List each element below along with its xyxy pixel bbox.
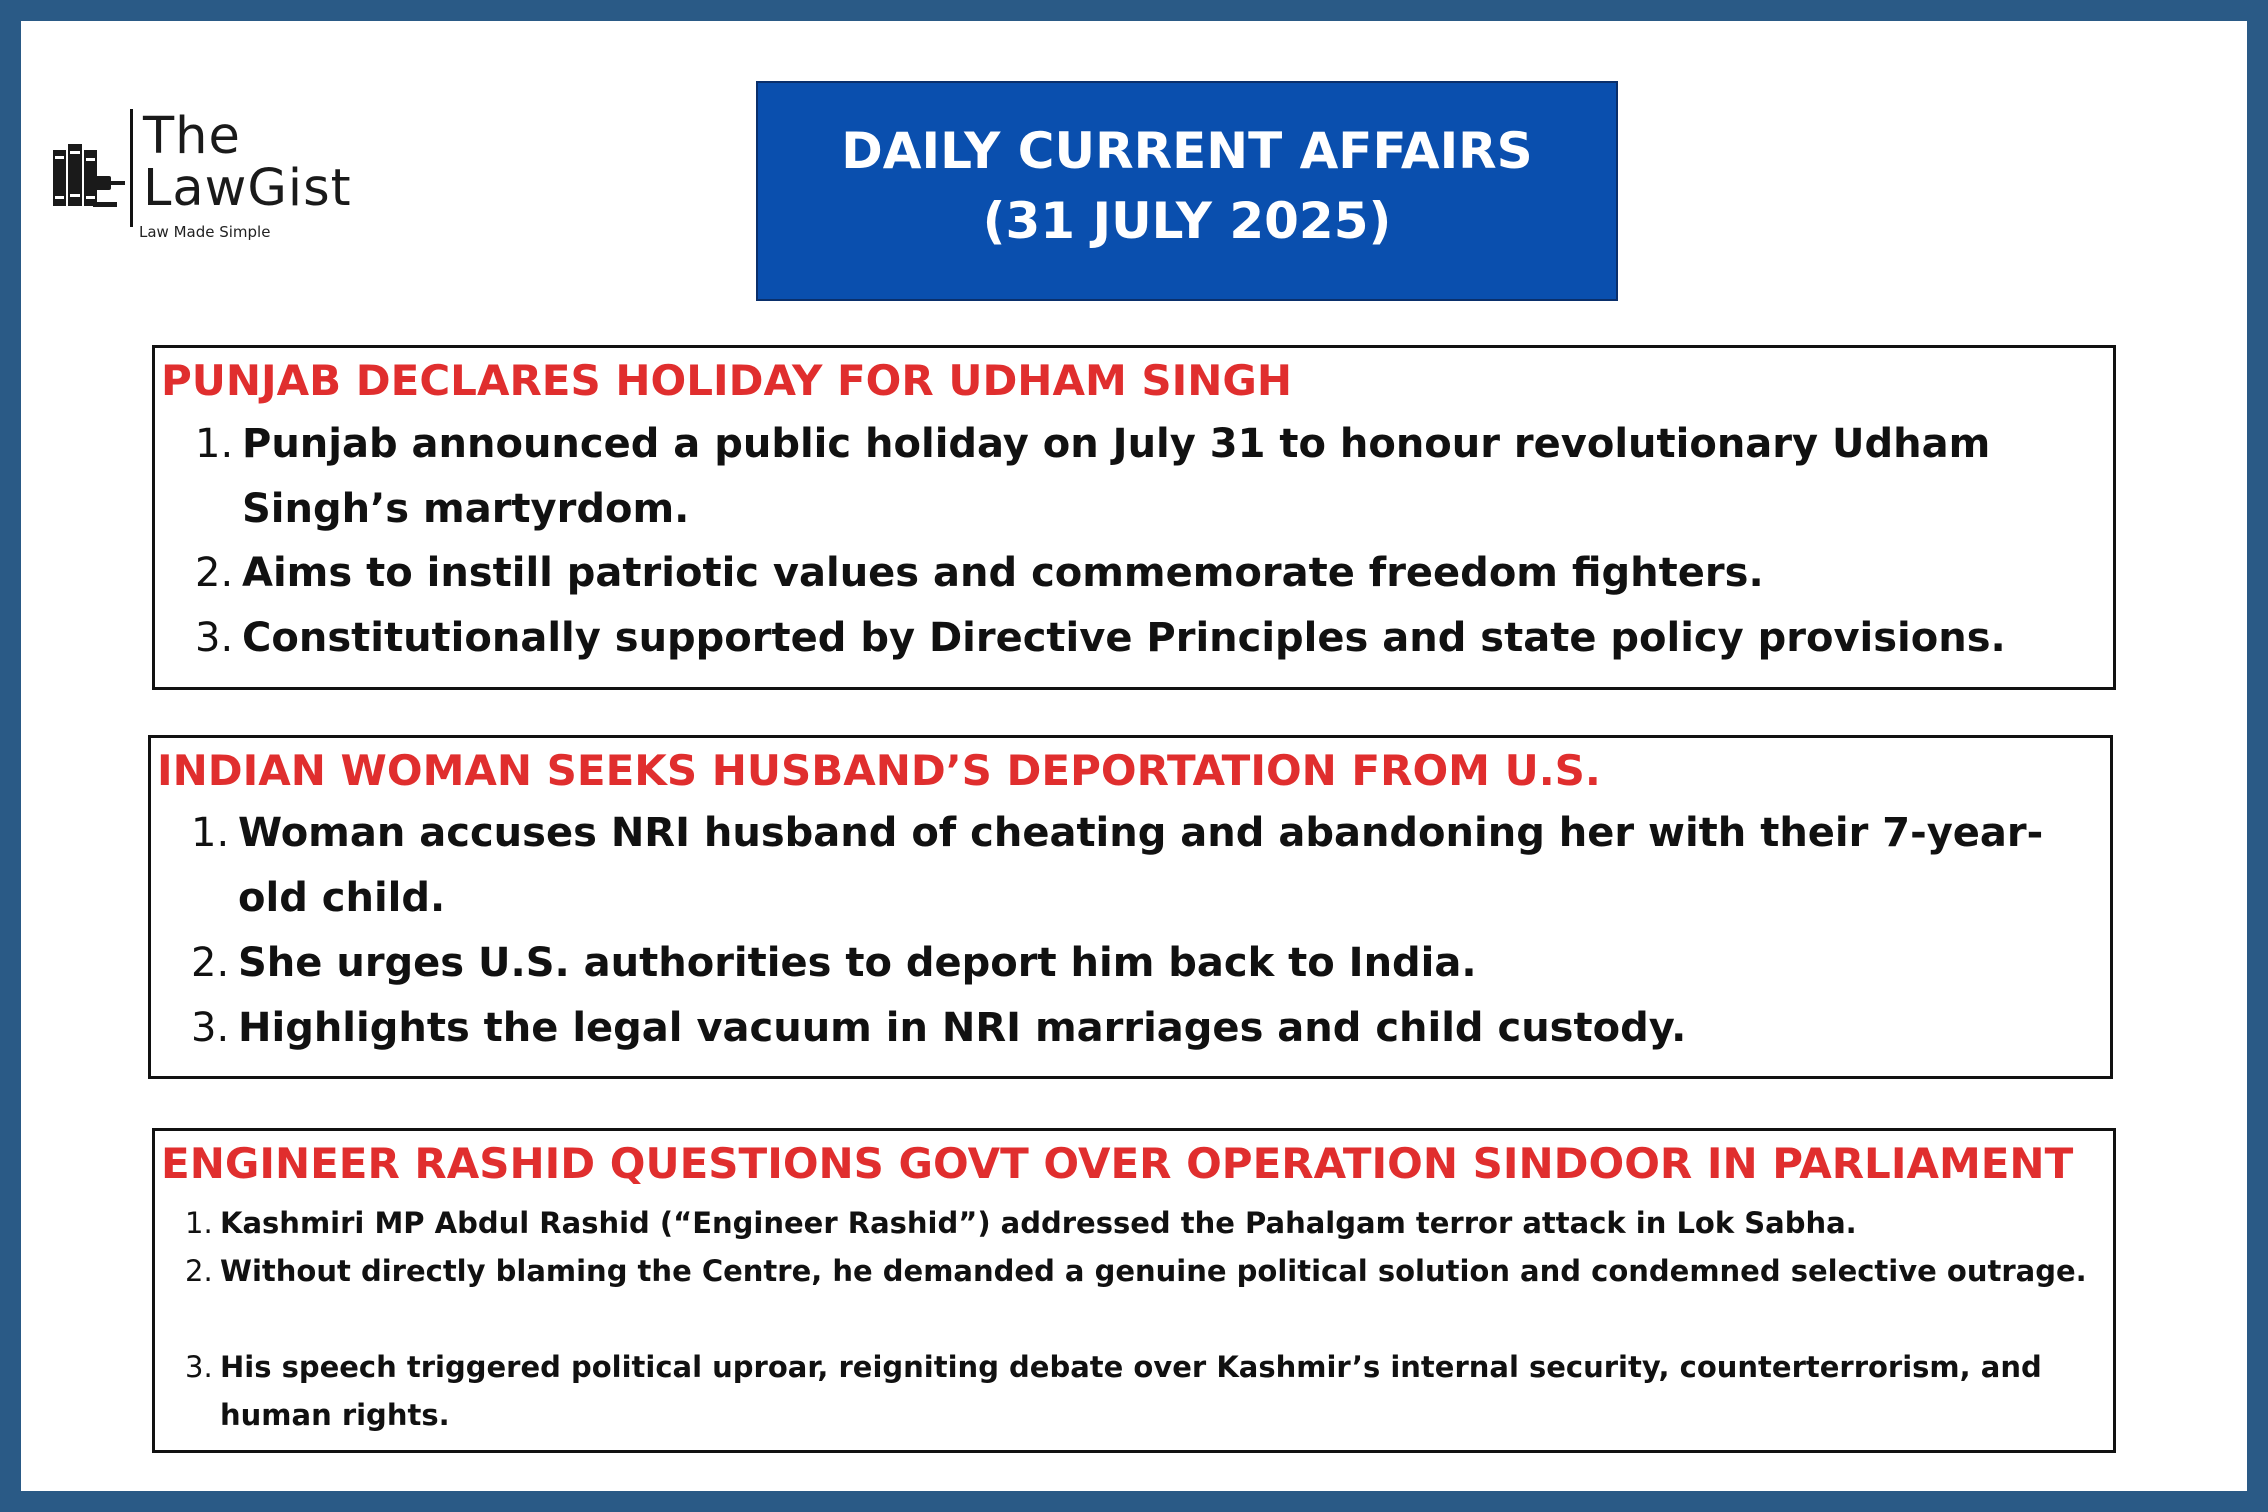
thelawgist-logo: [51, 91, 391, 251]
item-text: Woman accuses NRI husband of cheating and abandoning her with their 7-year-old child.: [238, 810, 2044, 921]
news-box: [148, 735, 2113, 1079]
title-banner: [756, 81, 1618, 301]
item-number: 3.: [195, 615, 234, 661]
item-text: Punjab announced a public holiday on July 31 to honour revolutionary Udham Singh’s martyrdom.: [242, 421, 1991, 532]
news-box: [152, 1128, 2116, 1453]
item-text: She urges U.S. authorities to deport him back to India.: [238, 940, 1477, 986]
news-title: PUNJAB DECLARES HOLIDAY FOR UDHAM SINGH: [161, 356, 1293, 405]
item-number: 2.: [195, 550, 234, 596]
item-text: Aims to instill patriotic values and commemorate freedom fighters.: [242, 550, 1764, 596]
logo-the-text: The: [143, 107, 241, 166]
banner-date: (31 JULY 2025): [982, 192, 1392, 250]
item-text: Kashmiri MP Abdul Rashid (“Engineer Rashid”) addressed the Pahalgam terror attack in Lok Sabha.: [220, 1206, 1857, 1240]
item-number: 1.: [195, 421, 234, 467]
news-title: INDIAN WOMAN SEEKS HUSBAND’S DEPORTATION FROM U.S.: [157, 746, 1601, 795]
list-item: [195, 412, 2075, 542]
news-box: [152, 345, 2116, 690]
logo-tagline: Law Made Simple: [139, 223, 271, 241]
logo-lawgist-text: LawGist: [143, 159, 352, 218]
page: [21, 21, 2247, 1491]
item-text: His speech triggered political uproar, reigniting debate over Kashmir’s internal security, counterterrorism, and human rights.: [220, 1350, 2042, 1432]
logo-divider: [130, 109, 133, 227]
list-item: [191, 931, 2071, 996]
item-number: 3.: [191, 1005, 230, 1051]
item-number: 2.: [191, 940, 230, 986]
item-number: 1.: [191, 810, 230, 856]
item-text: Without directly blaming the Centre, he demanded a genuine political solution and condemned selective outrage.: [220, 1254, 2087, 1288]
item-number: 2.: [185, 1254, 213, 1288]
item-text: Highlights the legal vacuum in NRI marriages and child custody.: [238, 1005, 1687, 1051]
books-gavel-icon: [51, 136, 126, 211]
list-item: [185, 1343, 2095, 1439]
item-number: 3.: [185, 1350, 213, 1384]
list-item: [191, 996, 2071, 1061]
item-text: Constitutionally supported by Directive Principles and state policy provisions.: [242, 615, 2006, 661]
list-item: [195, 606, 2075, 671]
list-item: [195, 541, 2075, 606]
list-item: [185, 1247, 2095, 1295]
list-item: [185, 1199, 2095, 1247]
list-item: [191, 801, 2071, 931]
banner-title: DAILY CURRENT AFFAIRS: [841, 122, 1533, 180]
item-number: 1.: [185, 1206, 213, 1240]
news-title: ENGINEER RASHID QUESTIONS GOVT OVER OPERATION SINDOOR IN PARLIAMENT: [161, 1139, 2074, 1188]
